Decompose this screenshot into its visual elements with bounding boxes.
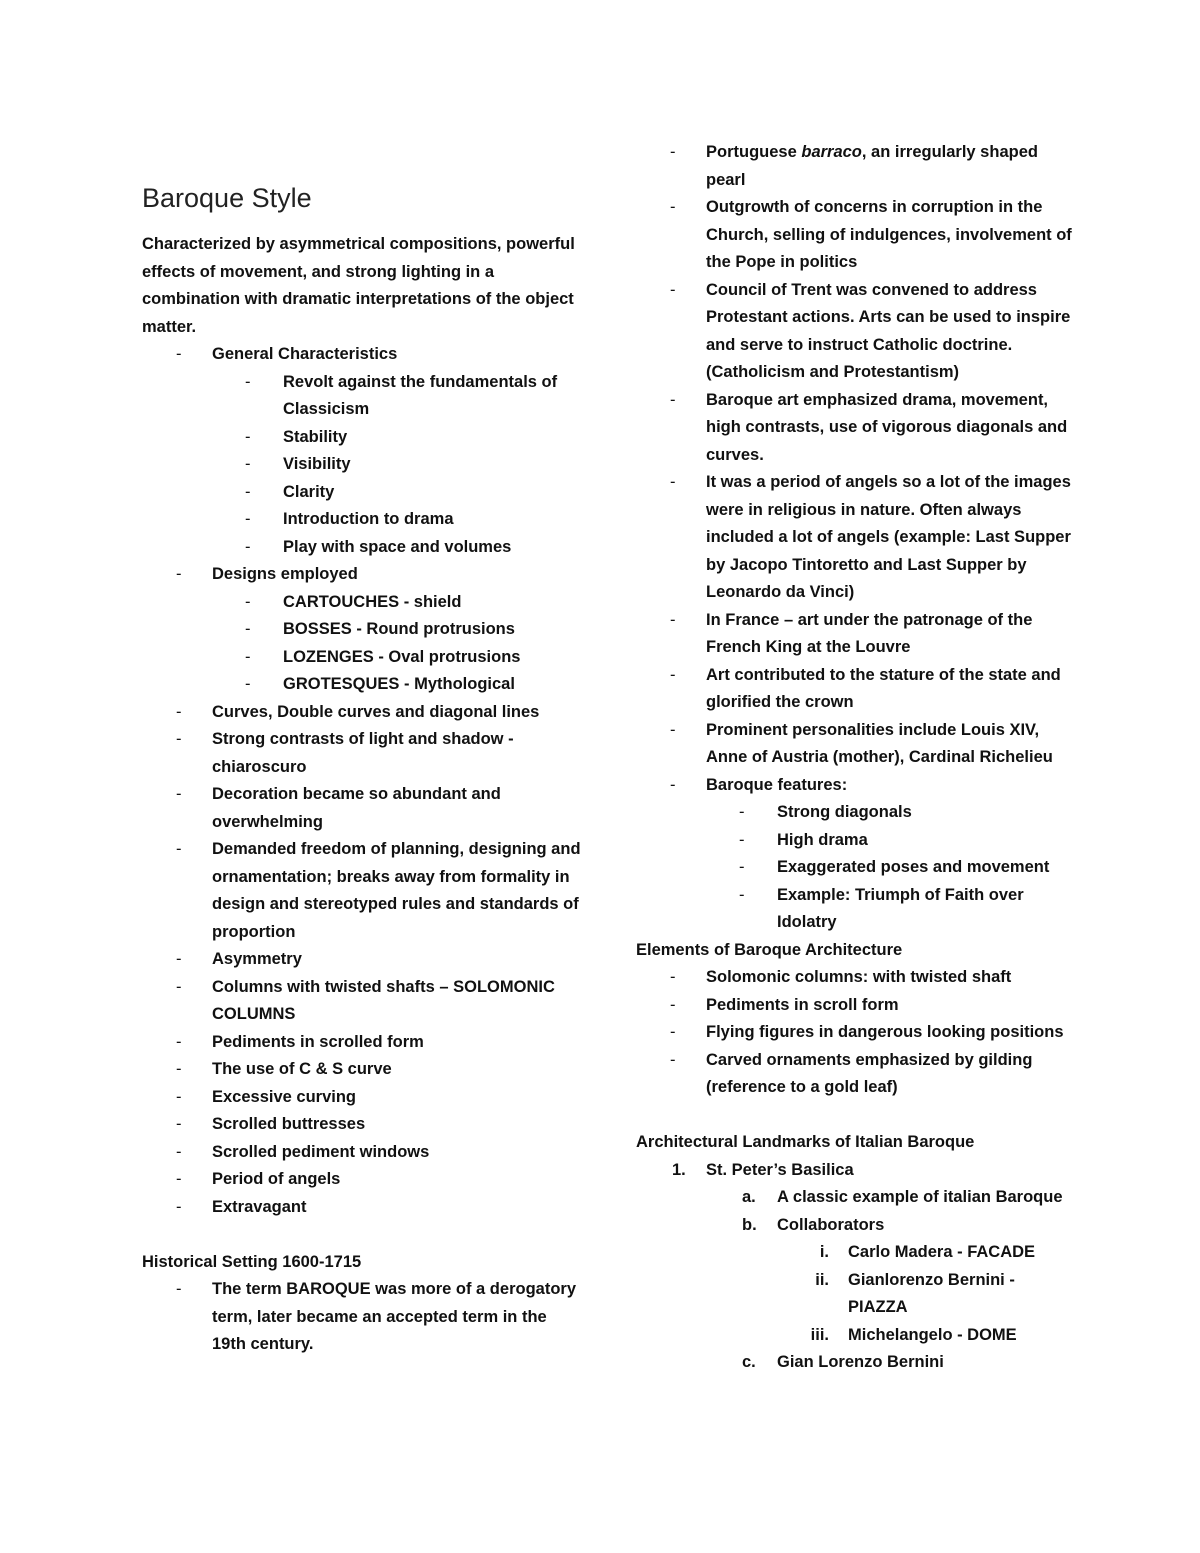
- landmark-sublist: [706, 1184, 1076, 1377]
- list-item: - The use of C & S curve: [142, 1056, 582, 1084]
- list-item: - Extravagant: [142, 1194, 582, 1222]
- list-letter: a.: [742, 1188, 756, 1206]
- list-item: - In France – art under the patronage of the French King at the Louvre: [636, 607, 1076, 662]
- list-item: [706, 1212, 1076, 1350]
- list-item: [706, 1184, 1076, 1212]
- list-item: [777, 1267, 1076, 1322]
- general-characteristics-label: General Characteristics: [212, 345, 398, 363]
- list-item: - Scrolled pediment windows: [142, 1139, 582, 1167]
- list-item: - Strong diagonals: [706, 799, 1076, 827]
- list-item: - Asymmetry: [142, 946, 582, 974]
- list-item: - Curves, Double curves and diagonal lines: [142, 699, 582, 727]
- list-letter: b.: [742, 1215, 757, 1234]
- list-item: - Play with space and volumes: [212, 534, 582, 562]
- list-number: 1.: [672, 1160, 686, 1179]
- list-item-text: Collaborators: [777, 1215, 885, 1234]
- list-item: - Solomonic columns: with twisted shaft: [636, 964, 1076, 992]
- list-item: - The term BAROQUE was more of a derogatory term, later became an accepted term in the 19th century.: [142, 1276, 582, 1359]
- landmarks-list: [636, 1157, 1076, 1377]
- historical-setting-heading: Historical Setting 1600-1715: [142, 1252, 362, 1271]
- list-item: - Carved ornaments emphasized by gilding (reference to a gold leaf): [636, 1047, 1076, 1102]
- list-item: - Exaggerated poses and movement: [706, 854, 1076, 882]
- list-item-text: Gianlorenzo Bernini - PIAZZA: [848, 1270, 1015, 1316]
- collaborators-sublist: [777, 1239, 1076, 1349]
- list-item: - High drama: [706, 827, 1076, 855]
- list-item: - Stability: [212, 424, 582, 452]
- list-item: [706, 1349, 1076, 1377]
- general-characteristics-sublist: [212, 369, 582, 562]
- features-sublist: [706, 799, 1076, 937]
- elements-heading: Elements of Baroque Architecture: [636, 940, 903, 959]
- list-item: - It was a period of angels so a lot of the images were in religious in nature. Often always included a lot of angels (example: Last Supper by Jacopo Tintoretto and Last Supper by Leonardo da Vinci): [636, 469, 1076, 607]
- list-item: - Prominent personalities include Louis XIV, Anne of Austria (mother), Cardinal Richelieu: [636, 717, 1076, 772]
- list-item: - Strong contrasts of light and shadow - chiaroscuro: [142, 726, 582, 781]
- list-item: [636, 139, 1076, 194]
- landmark-name: St. Peter’s Basilica: [706, 1160, 854, 1179]
- list-item: - Baroque art emphasized drama, movement, high contrasts, use of vigorous diagonals and curves.: [636, 387, 1076, 470]
- list-item: - Columns with twisted shafts – SOLOMONIC COLUMNS: [142, 974, 582, 1029]
- list-roman: ii.: [815, 1270, 829, 1289]
- left-column: [142, 231, 582, 1359]
- list-item: - BOSSES - Round protrusions: [212, 616, 582, 644]
- baroque-features-label: Baroque features:: [706, 775, 848, 794]
- list-item: [777, 1322, 1076, 1350]
- list-item: - Clarity: [212, 479, 582, 507]
- list-item: - Art contributed to the stature of the state and glorified the crown: [636, 662, 1076, 717]
- list-item: - Demanded freedom of planning, designing and ornamentation; breaks away from formality in design and stereotyped rules and standards of proportion: [142, 836, 582, 946]
- list-item: - Pediments in scroll form: [636, 992, 1076, 1020]
- list-item: - Decoration became so abundant and overwhelming: [142, 781, 582, 836]
- characteristics-list: [142, 341, 582, 1221]
- portuguese-italic-word: barraco: [801, 143, 862, 161]
- elements-list: [636, 964, 1076, 1102]
- intro-paragraph: Characterized by asymmetrical compositions, powerful effects of movement, and strong lighting in a combination with dramatic interpretations of the object matter.: [142, 235, 575, 336]
- list-item: - Scrolled buttresses: [142, 1111, 582, 1139]
- list-item: - Revolt against the fundamentals of Classicism: [212, 369, 582, 424]
- list-item: - Council of Trent was convened to address Protestant actions. Arts can be used to inspire and serve to instruct Catholic doctrine. (Catholicism and Protestantism): [636, 277, 1076, 387]
- historical-list: [142, 1276, 582, 1359]
- list-item: - LOZENGES - Oval protrusions: [212, 644, 582, 672]
- list-item: [142, 341, 582, 561]
- list-item: - Period of angels: [142, 1166, 582, 1194]
- list-item: - Visibility: [212, 451, 582, 479]
- list-item: [636, 772, 1076, 937]
- portuguese-prefix: Portuguese: [706, 143, 802, 161]
- landmarks-heading: Architectural Landmarks of Italian Baroque: [636, 1133, 975, 1151]
- list-roman: i.: [819, 1243, 829, 1261]
- list-item: [142, 561, 582, 699]
- list-item: - Excessive curving: [142, 1084, 582, 1112]
- list-item-text: Carlo Madera - FACADE: [848, 1243, 1036, 1261]
- setting-list: [636, 139, 1076, 937]
- spacer: [142, 1221, 582, 1249]
- portuguese-suffix: , an irregularly shaped pearl: [706, 143, 1038, 189]
- spacer: [636, 1102, 1076, 1130]
- list-item: - Outgrowth of concerns in corruption in the Church, selling of indulgences, involvement of the Pope in politics: [636, 194, 1076, 277]
- list-item-text: Gian Lorenzo Bernini: [777, 1353, 944, 1371]
- list-item-text: Michelangelo - DOME: [848, 1325, 1017, 1344]
- right-column: [636, 139, 1076, 1377]
- designs-employed-label: Designs employed: [212, 565, 358, 583]
- list-item: [777, 1239, 1076, 1267]
- document-title: Baroque Style: [142, 183, 312, 213]
- list-item: [636, 1157, 1076, 1377]
- list-item: - Pediments in scrolled form: [142, 1029, 582, 1057]
- list-item: - Flying figures in dangerous looking positions: [636, 1019, 1076, 1047]
- list-letter: c.: [742, 1353, 756, 1371]
- list-item-text: A classic example of italian Baroque: [777, 1188, 1063, 1206]
- designs-sublist: [212, 589, 582, 699]
- list-item: - Introduction to drama: [212, 506, 582, 534]
- list-roman: iii.: [810, 1325, 829, 1344]
- list-item: - Example: Triumph of Faith over Idolatry: [706, 882, 1076, 937]
- list-item: - GROTESQUES - Mythological: [212, 671, 582, 699]
- list-item: - CARTOUCHES - shield: [212, 589, 582, 617]
